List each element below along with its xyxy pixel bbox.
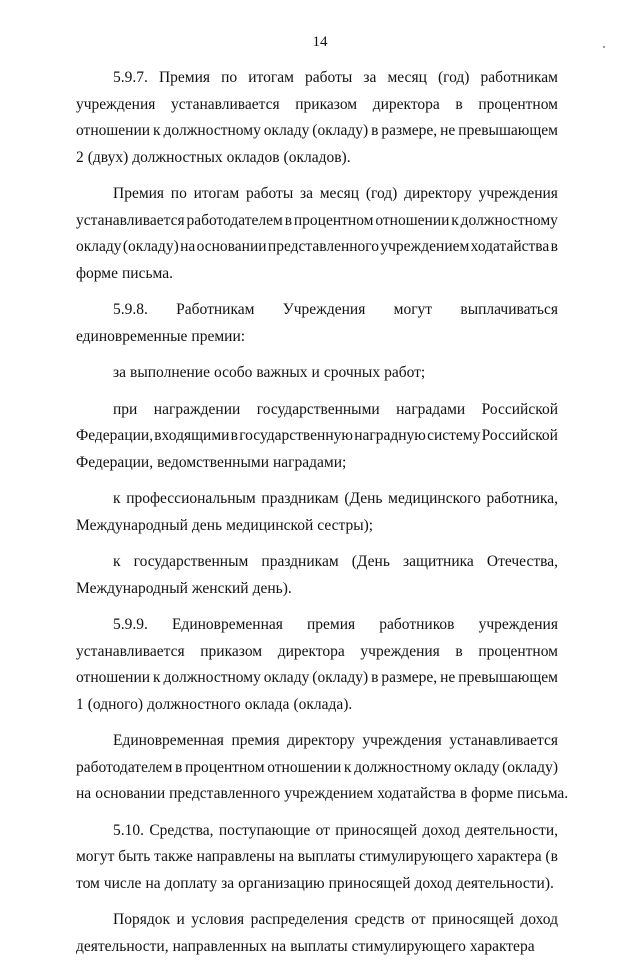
text-line — [76, 513, 558, 540]
word: (окладу) — [122, 238, 179, 255]
word: 5.9.7. — [113, 69, 148, 86]
word: государственным — [133, 553, 249, 570]
word: должностному — [460, 211, 558, 229]
word: (год) — [437, 69, 470, 86]
paragraph — [76, 297, 558, 350]
word: к — [343, 758, 352, 776]
word: особо — [213, 364, 253, 381]
word: работников — [379, 616, 455, 633]
text-line — [76, 145, 558, 172]
word: работодателем — [76, 758, 173, 776]
word: учреждения — [360, 642, 440, 660]
word: приносящей — [335, 821, 418, 839]
paragraph — [76, 397, 558, 477]
word: стимулирующего — [351, 937, 466, 955]
word: срочных — [323, 364, 381, 381]
word: Отечества, — [486, 553, 558, 570]
word: от — [315, 821, 330, 839]
word: выплаты — [290, 937, 348, 955]
text-line — [76, 755, 558, 782]
word: наградами; — [273, 453, 347, 471]
word: к — [153, 122, 161, 139]
word: от — [411, 911, 426, 928]
word: к — [451, 211, 459, 229]
word: директору — [404, 185, 472, 202]
word: день — [191, 516, 223, 534]
word: отношении — [375, 211, 450, 229]
text-line — [76, 181, 558, 208]
word: работодателем — [186, 211, 283, 229]
word: важных — [256, 364, 308, 381]
word: премия — [231, 732, 280, 749]
word: Федерации, — [76, 453, 154, 471]
word: (одного) — [87, 695, 144, 713]
word: директору — [287, 732, 355, 749]
word: по — [221, 69, 238, 86]
word: окладов — [226, 148, 280, 166]
word: доход — [520, 911, 558, 928]
text-line — [76, 261, 558, 288]
word: директора — [277, 642, 345, 660]
word: форме — [76, 264, 118, 282]
text-line — [76, 297, 558, 324]
word: и — [311, 364, 320, 381]
word: работ; — [384, 364, 426, 381]
word: наградную — [354, 427, 426, 444]
text-line — [76, 907, 558, 934]
paragraph — [76, 549, 558, 602]
word: директора — [372, 95, 440, 113]
word: Порядок — [113, 911, 170, 928]
word: выполнение — [130, 364, 210, 381]
word: характера — [476, 848, 542, 865]
word: выплаты — [297, 848, 356, 865]
word: том — [76, 874, 100, 892]
word: (двух) — [87, 148, 129, 166]
word: медицинского — [388, 490, 481, 507]
word: отношении — [76, 669, 151, 686]
word: в — [550, 238, 558, 255]
word: процентном — [478, 642, 558, 660]
word: (День — [344, 490, 383, 507]
word: в — [371, 122, 379, 139]
word: (в — [545, 848, 558, 865]
word: не — [440, 669, 456, 686]
word: отношении — [76, 122, 151, 139]
paragraph — [76, 612, 558, 718]
paragraph — [76, 181, 558, 287]
word: 1 — [76, 695, 84, 713]
word: (оклада). — [293, 695, 353, 713]
paragraph — [76, 728, 569, 808]
word: итогам — [248, 69, 294, 86]
word: учреждения — [362, 732, 442, 749]
word: размере, — [381, 122, 438, 139]
word: на — [180, 238, 196, 255]
word: форме — [471, 785, 514, 802]
word: поступающие — [218, 821, 311, 839]
text-line — [76, 486, 558, 513]
word: ходатайства — [377, 785, 456, 802]
word: направлены — [196, 848, 276, 865]
word: 2 — [76, 148, 84, 166]
word: выплачиваться — [460, 301, 558, 318]
word: характера — [469, 937, 535, 955]
word: сестры); — [317, 516, 374, 534]
word: должностному — [354, 758, 452, 776]
word: (окладу) — [502, 758, 558, 776]
word: день). — [252, 579, 292, 597]
word: медицинской — [226, 516, 314, 534]
word: на — [145, 874, 161, 892]
word: процентном — [293, 211, 374, 229]
word: (окладов). — [283, 148, 351, 166]
word: государственными — [256, 400, 380, 418]
text-line — [76, 639, 558, 666]
text-line — [76, 92, 558, 119]
word: ходатайства — [470, 238, 550, 255]
text-line — [76, 576, 558, 603]
word: 5.9.8. — [113, 301, 148, 318]
word: Премия — [158, 69, 211, 86]
text-line — [76, 450, 558, 477]
word: к — [113, 553, 121, 570]
word: письма. — [122, 264, 173, 282]
word: приказом — [200, 642, 263, 660]
word: письма. — [517, 785, 569, 802]
word: праздникам — [261, 553, 339, 570]
word: на — [76, 785, 92, 802]
word: могут — [76, 848, 115, 865]
word: должностных — [132, 148, 223, 166]
text-line — [76, 692, 558, 719]
word: в — [459, 785, 468, 802]
word: Учреждения — [282, 301, 366, 318]
word: Средства, — [149, 821, 214, 839]
word: к — [153, 669, 161, 686]
word: устанавливается — [449, 732, 558, 749]
word: превышающем — [458, 122, 558, 139]
word: (День — [351, 553, 390, 570]
word: процентном — [184, 758, 265, 776]
text-line — [76, 65, 558, 92]
text-line — [76, 397, 558, 424]
word: Российской — [481, 400, 558, 418]
word: доплату — [164, 874, 218, 892]
word: организацию — [238, 874, 325, 892]
word: основании — [196, 238, 267, 255]
word: доход — [414, 874, 453, 892]
text-line — [76, 208, 558, 235]
text-line — [76, 934, 558, 961]
word: за — [299, 185, 313, 202]
word: могут — [393, 301, 433, 318]
paragraph — [76, 486, 558, 539]
word: стимулирующего — [358, 848, 474, 865]
word: единовременные — [76, 327, 188, 345]
word: представленного — [267, 238, 380, 255]
word: Работникам — [176, 301, 255, 318]
word: при — [113, 400, 138, 418]
word: должностного — [147, 695, 241, 713]
text-line — [76, 728, 558, 755]
word: средств — [354, 911, 405, 928]
word: на — [271, 937, 287, 955]
word: за — [221, 874, 235, 892]
word: работникам — [480, 69, 558, 86]
word: не — [440, 122, 456, 139]
word: Федерации, — [76, 427, 154, 444]
text-line — [76, 612, 558, 639]
document-body — [76, 65, 569, 970]
text-line — [76, 871, 558, 898]
word: месяц — [387, 69, 427, 86]
scan-speck — [603, 46, 605, 48]
word: работника, — [486, 490, 558, 507]
word: 5.10. — [113, 821, 144, 839]
word: должностному — [163, 122, 261, 139]
word: приказом — [295, 95, 358, 113]
word: защитника — [403, 553, 474, 570]
word: систему — [427, 427, 481, 444]
word: в — [455, 95, 463, 113]
text-line — [76, 844, 558, 871]
word: и — [176, 911, 185, 928]
word: учреждения — [478, 185, 558, 202]
word: деятельности, — [465, 821, 558, 839]
word: работы — [305, 69, 353, 86]
word: превышающем — [458, 669, 558, 686]
word: размере, — [381, 669, 438, 686]
word: к — [113, 490, 121, 507]
word: устанавливается — [76, 642, 185, 660]
word: распределения — [250, 911, 348, 928]
paragraph — [76, 65, 558, 171]
word: в — [175, 758, 183, 776]
text-line — [76, 118, 558, 145]
word: доход — [422, 821, 461, 839]
word: ведомственными — [157, 453, 269, 471]
word: по — [170, 185, 187, 202]
word: премии: — [191, 327, 246, 345]
word: (окладу) — [312, 669, 369, 686]
word: должностному — [163, 669, 261, 686]
page-number: 14 — [312, 34, 328, 50]
word: месяц — [319, 185, 360, 202]
word: учреждения — [76, 95, 156, 113]
word: профессиональным — [126, 490, 256, 507]
word: окладу — [263, 122, 310, 139]
word: направленных — [172, 937, 267, 955]
word: устанавливается — [76, 211, 185, 229]
text-line — [76, 818, 558, 845]
text-line — [76, 549, 558, 576]
word: окладу — [76, 238, 122, 255]
word: быть — [118, 848, 151, 865]
word: процентном — [478, 95, 558, 113]
word: учреждения — [478, 616, 558, 633]
word: оклада — [244, 695, 290, 713]
text-line — [76, 423, 558, 450]
word: деятельности). — [456, 874, 554, 892]
word: числе — [103, 874, 142, 892]
word: Единовременная — [113, 732, 224, 749]
word: за — [363, 69, 377, 86]
word: за — [113, 364, 127, 381]
word: также — [154, 848, 193, 865]
word: учреждением — [284, 785, 374, 802]
word: итогам — [193, 185, 240, 202]
word: в — [230, 427, 238, 444]
text-line — [76, 234, 558, 261]
word: государственную — [239, 427, 353, 444]
word: условия — [191, 911, 245, 928]
text-line — [76, 665, 558, 692]
word: отношении — [267, 758, 342, 776]
word: приносящей — [328, 874, 411, 892]
word: (год) — [365, 185, 398, 202]
word: учреждением — [380, 238, 470, 255]
word: работы — [245, 185, 294, 202]
word: деятельности, — [76, 937, 169, 955]
word: входящими — [154, 427, 230, 444]
word: окладу — [263, 669, 310, 686]
text-line — [76, 781, 569, 808]
word: на — [278, 848, 294, 865]
paragraph — [76, 818, 558, 898]
text-line — [76, 324, 558, 351]
word: представленного — [169, 785, 281, 802]
word: Российской — [481, 427, 558, 444]
word: 5.9.9. — [113, 616, 148, 633]
word: (окладу) — [312, 122, 369, 139]
word: Международный — [76, 516, 188, 534]
word: окладу — [453, 758, 500, 776]
word: устанавливается — [171, 95, 280, 113]
word: женский — [191, 579, 249, 597]
paragraph — [76, 907, 558, 960]
paragraph — [76, 360, 558, 387]
word: премия — [307, 616, 356, 633]
word: Международный — [76, 579, 188, 597]
word: в — [371, 669, 379, 686]
word: в — [455, 642, 463, 660]
word: праздникам — [261, 490, 339, 507]
word: в — [284, 211, 293, 229]
word: основании — [95, 785, 166, 802]
word: наградами — [396, 400, 466, 418]
word: Премия — [113, 185, 165, 202]
word: Единовременная — [171, 616, 283, 633]
word: приносящей — [432, 911, 514, 928]
text-line — [76, 360, 558, 387]
word: награждении — [153, 400, 241, 418]
